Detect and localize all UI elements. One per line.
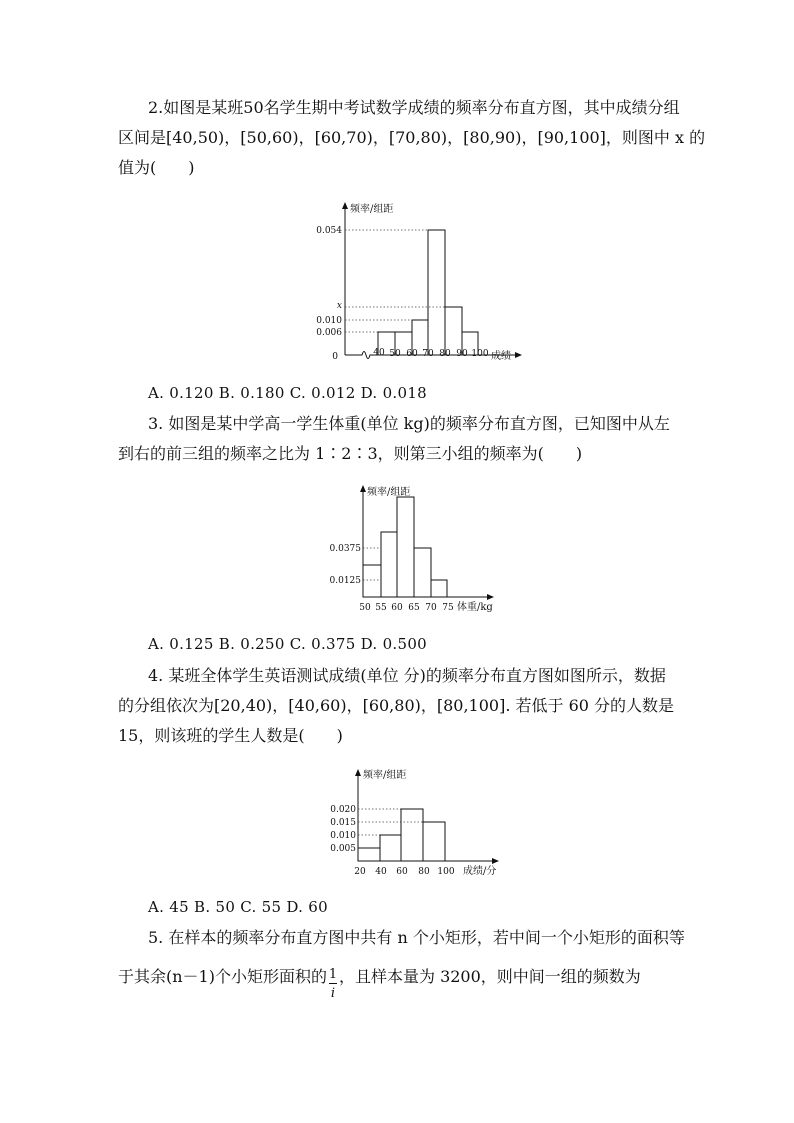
q3-ytick: 0.0125 <box>329 576 361 586</box>
q2-xtick: 40 <box>373 348 385 358</box>
q3-xlabel: 体重/kg <box>457 602 493 613</box>
q4-xtick: 60 <box>396 867 408 877</box>
q3-xtick: 70 <box>425 603 437 613</box>
q2-line-3: 值为( ) <box>118 158 195 177</box>
q2-ytick: x <box>336 301 342 311</box>
q5-line-2a: 于其余(n－1)个小矩形面积的 <box>118 967 327 986</box>
q4-ytick: 0.015 <box>330 818 356 828</box>
q2-bar <box>428 230 445 355</box>
q2-ylabel: 频率/组距 <box>350 204 394 215</box>
q3-y-arrow <box>360 485 366 492</box>
q4-bar <box>423 822 445 861</box>
q3-xtick: 60 <box>391 603 403 613</box>
q2-xlabel: 成绩 <box>491 351 511 362</box>
q4-line-3: 15，则该班的学生人数是( ) <box>118 726 343 745</box>
q2-ytick: 0.006 <box>316 328 342 338</box>
q3-xtick: 50 <box>359 603 371 613</box>
q2-xtick: 60 <box>406 349 418 359</box>
q5-line-2b: ，且样本量为 3200，则中间一组的频数为 <box>338 967 641 986</box>
q3-options: A. 0.125 B. 0.250 C. 0.375 D. 0.500 <box>148 635 428 653</box>
q3-xtick: 65 <box>408 603 420 613</box>
q5-frac-numerator: 1 <box>328 967 338 982</box>
q4-ytick: 0.005 <box>330 844 356 854</box>
q4-xtick: 80 <box>418 867 430 877</box>
q5-frac-denominator: i <box>330 986 336 1001</box>
q2-options: A. 0.120 B. 0.180 C. 0.012 D. 0.018 <box>148 384 428 402</box>
q5-line-1: 5. 在样本的频率分布直方图中共有 n 个小矩形，若中间一个小矩形的面积等 <box>148 928 685 947</box>
q2-histogram <box>300 198 530 368</box>
q3-bar <box>431 580 447 597</box>
q4-line-1: 4. 某班全体学生英语测试成绩(单位 分)的频率分布直方图如图所示，数据 <box>148 666 666 685</box>
q4-xtick: 40 <box>375 867 387 877</box>
q2-xtick: 80 <box>439 349 451 359</box>
q5-frac-bar <box>329 983 337 984</box>
q4-xlabel: 成绩/分 <box>463 866 497 877</box>
q4-y-arrow <box>355 769 361 776</box>
q3-x-arrow <box>487 594 494 600</box>
q2-origin: 0 <box>332 352 338 362</box>
q4-ytick: 0.010 <box>330 831 356 841</box>
q2-xtick: 50 <box>389 349 401 359</box>
q3-ylabel: 频率/组距 <box>367 487 411 498</box>
q2-xtick: 100 <box>471 349 489 359</box>
q4-options: A. 45 B. 50 C. 55 D. 60 <box>148 898 328 916</box>
q3-xtick: 75 <box>442 603 454 613</box>
q4-ytick: 0.020 <box>330 805 356 815</box>
q4-line-2: 的分组依次为[20,40)，[40,60)，[60,80)，[80,100]. 若低于 60 分的人数是 <box>118 696 675 715</box>
q2-xtick: 90 <box>456 349 468 359</box>
q4-bar <box>358 848 380 861</box>
q4-xtick: 100 <box>437 867 455 877</box>
q4-bar <box>401 809 423 861</box>
q3-ytick: 0.0375 <box>329 544 361 554</box>
q2-x-arrow <box>515 352 522 358</box>
q2-bar <box>445 307 462 355</box>
q3-bar <box>397 497 414 597</box>
q4-ylabel: 频率/组距 <box>363 770 407 781</box>
q3-histogram <box>325 483 505 618</box>
q2-xtick: 70 <box>422 349 434 359</box>
q3-bar <box>414 548 431 597</box>
q4-x-arrow <box>492 858 499 864</box>
q3-line-2: 到右的前三组的频率之比为 1∶2∶3，则第三小组的频率为( ) <box>118 444 583 463</box>
q4-histogram <box>325 766 505 882</box>
q5-line-2 <box>118 967 641 1001</box>
q3-bar <box>363 565 381 597</box>
q3-bar <box>381 532 397 597</box>
q2-ytick: 0.010 <box>316 316 342 326</box>
q3-line-1: 3. 如图是某中学高一学生体重(单位 kg)的频率分布直方图，已知图中从左 <box>148 414 670 433</box>
q4-bar <box>380 835 401 861</box>
q3-xtick: 55 <box>375 603 387 613</box>
q2-line-2: 区间是[40,50)，[50,60)，[60,70)，[70,80)，[80,90)，[90,100]，则图中 x 的 <box>118 128 706 147</box>
q2-ytick: 0.054 <box>316 226 342 236</box>
q2-y-arrow <box>342 202 348 209</box>
q2-line-1: 2.如图是某班50名学生期中考试数学成绩的频率分布直方图，其中成绩分组 <box>148 98 680 117</box>
q4-xtick: 20 <box>354 867 366 877</box>
